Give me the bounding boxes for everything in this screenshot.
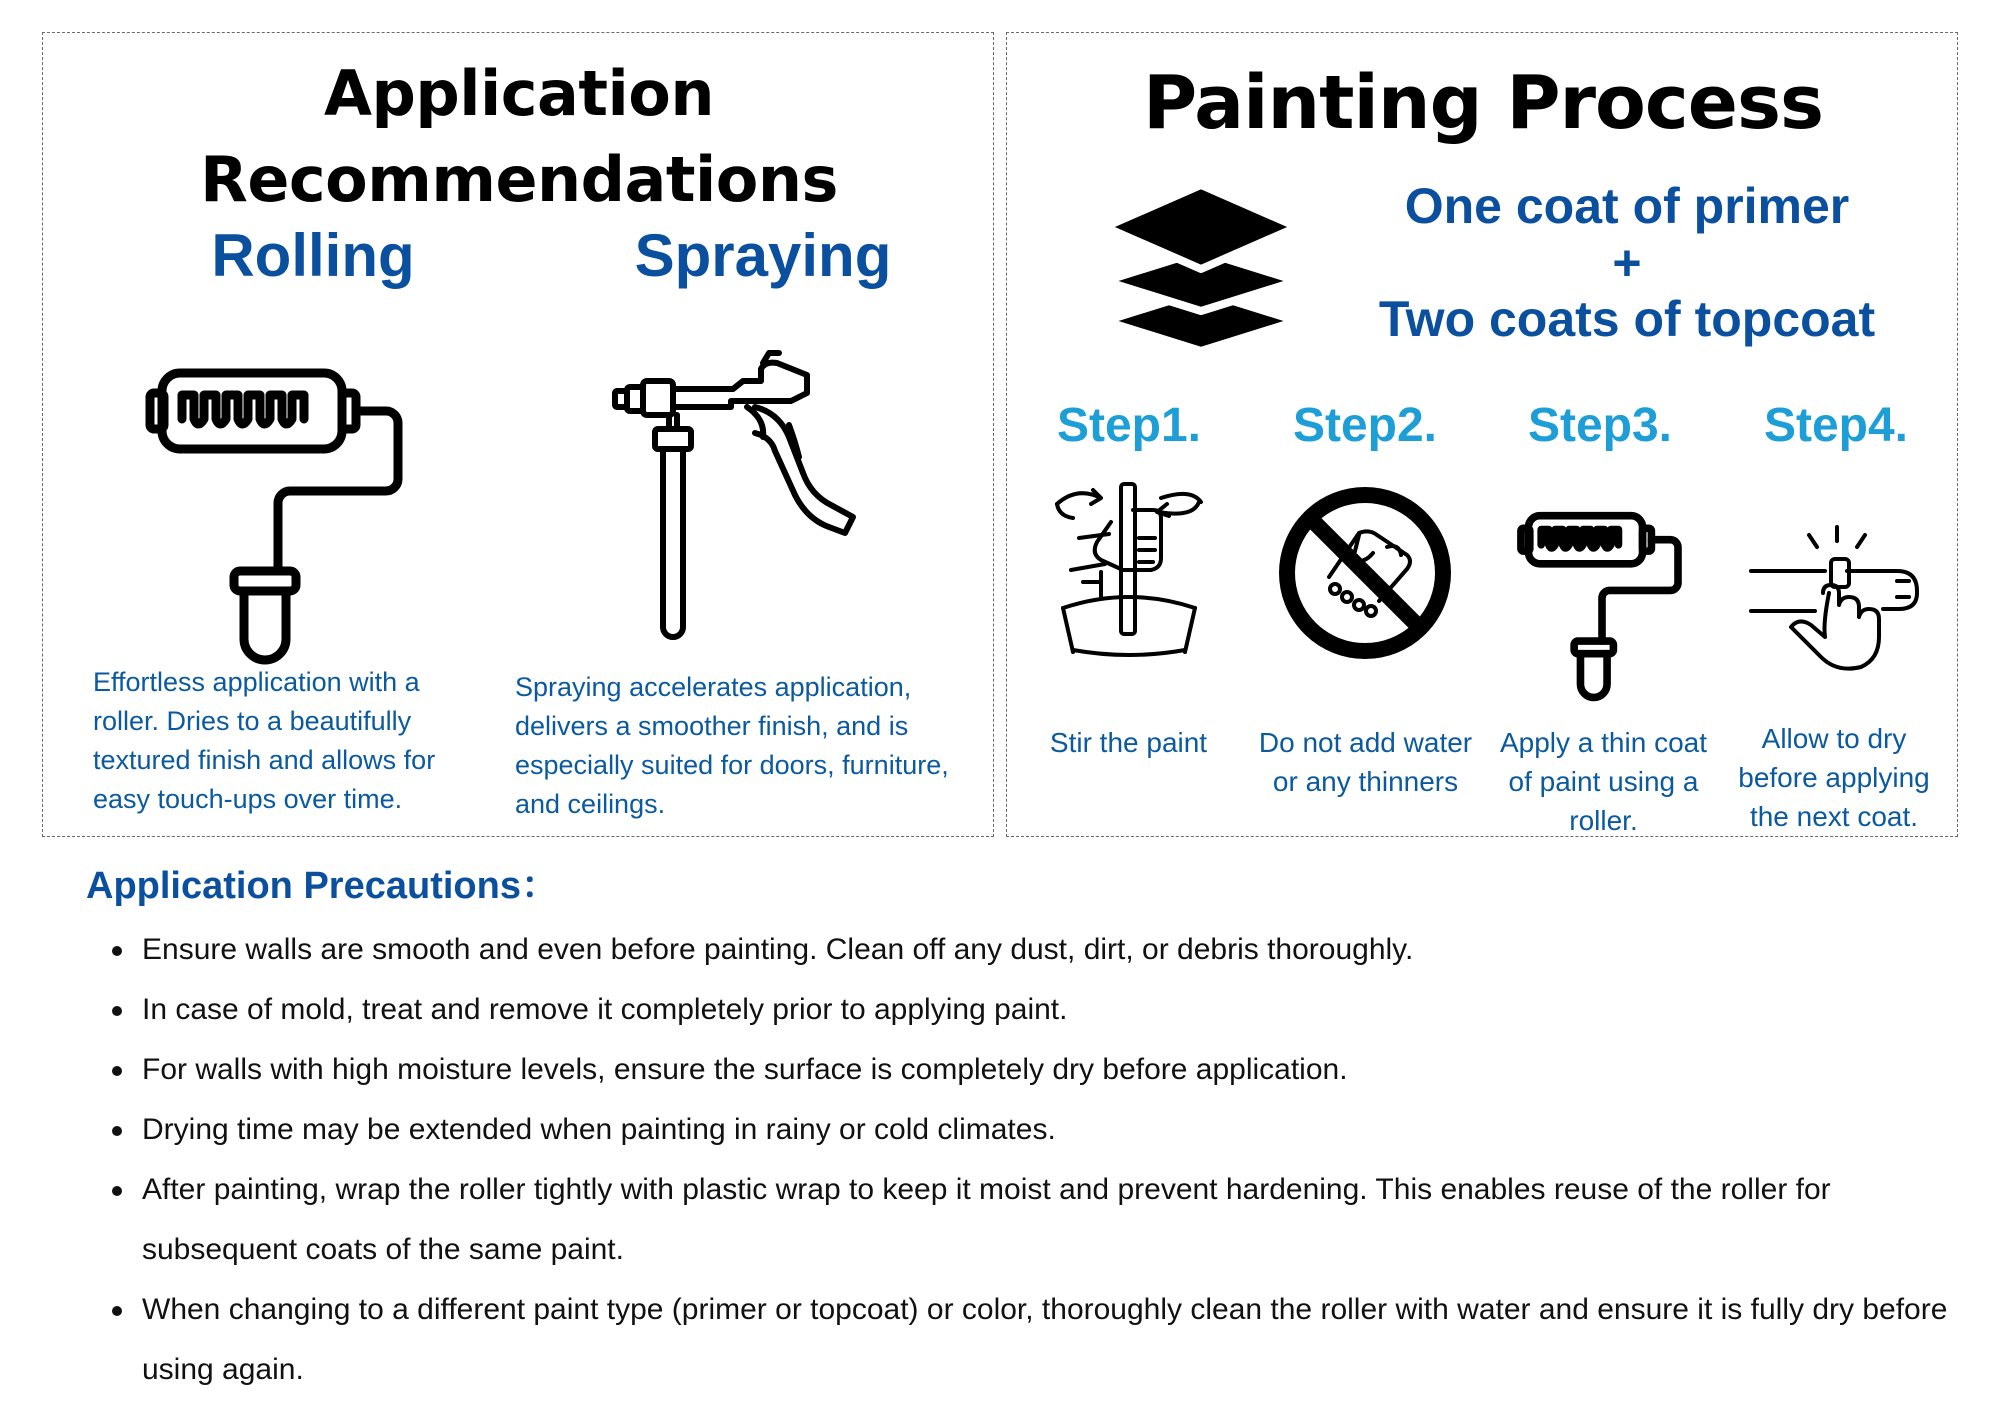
watch-time-icon: [1747, 523, 1927, 693]
step-3-title: Step3.: [1527, 399, 1673, 452]
precaution-item: In case of mold, treat and remove it completely prior to applying paint.: [102, 980, 1952, 1040]
spray-gun-icon: [613, 333, 873, 663]
paint-roller-icon: [1507, 503, 1697, 693]
coat-plus-sign: +: [1612, 235, 1642, 291]
layers-icon: [1103, 183, 1299, 353]
painting-process-panel: [1006, 32, 1958, 837]
paint-roller-icon: [148, 353, 408, 653]
precautions-title: Application Precautions：: [86, 865, 559, 907]
painting-process-title: Painting Process: [1142, 60, 1824, 146]
no-thinner-icon: [1277, 485, 1453, 661]
step-4-title: Step4.: [1763, 399, 1909, 452]
step-2-title: Step2.: [1292, 399, 1438, 452]
rolling-title: Rolling: [211, 222, 415, 289]
spraying-title: Spraying: [634, 222, 892, 289]
coat-topcoat-text: Two coats of topcoat: [1378, 291, 1876, 347]
precautions-list: [102, 920, 1952, 1400]
stir-paint-icon: [1049, 478, 1209, 658]
application-title: Application Recommendations: [200, 57, 838, 216]
step-1-text: Stir the paint: [1049, 727, 1208, 758]
step-4-text: Allow to dry before applying the next coat.: [1738, 723, 1930, 832]
precaution-item: When changing to a different paint type (primer or topcoat) or color, thoroughly clean the roller with water and ensure it is fully dry before using again.: [102, 1280, 1952, 1400]
step-3-text: Apply a thin coat of paint using a roller.: [1499, 727, 1708, 836]
precaution-item: For walls with high moisture levels, ensure the surface is completely dry before application.: [102, 1040, 1952, 1100]
precaution-item: After painting, wrap the roller tightly with plastic wrap to keep it moist and prevent hardening. This enables reuse of the roller for subsequent coats of the same paint.: [102, 1160, 1952, 1280]
step-2-text: Do not add water or any thinners: [1258, 727, 1473, 797]
application-recommendations-panel: [42, 32, 994, 837]
rolling-description: Effortless application with a roller. Dries to a beautifully textured finish and allows for easy touch-ups over time.: [93, 667, 436, 814]
coat-primer-text: One coat of primer: [1404, 178, 1850, 234]
precaution-item: Ensure walls are smooth and even before painting. Clean off any dust, dirt, or debris thoroughly.: [102, 920, 1952, 980]
spraying-description: Spraying accelerates application, delivers a smoother finish, and is especially suited for doors, furniture, and ceilings.: [515, 672, 949, 819]
precaution-item: Drying time may be extended when painting in rainy or cold climates.: [102, 1100, 1952, 1160]
step-1-title: Step1.: [1056, 399, 1202, 452]
